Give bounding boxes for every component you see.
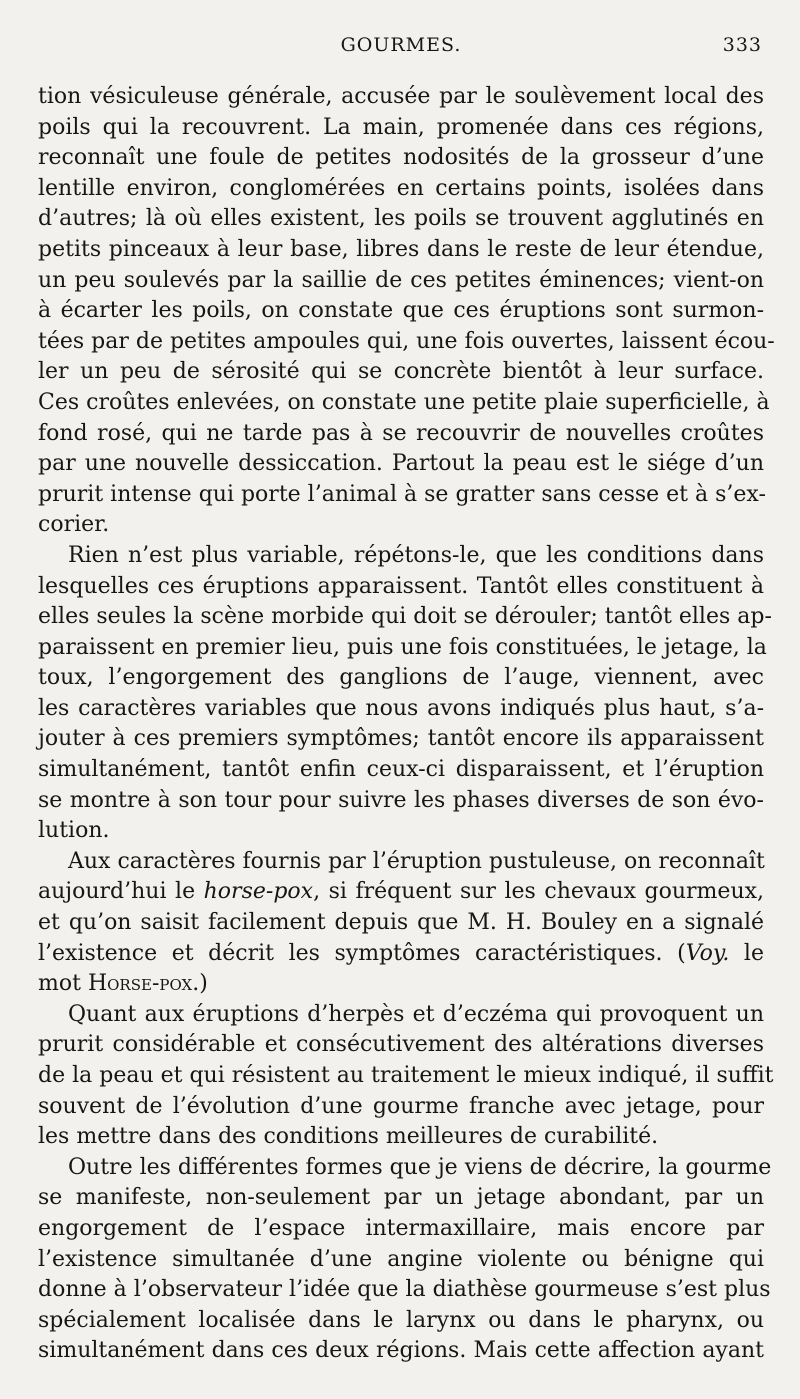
italic-term: Voy. [685,940,730,966]
text-line: les mettre dans des conditions meilleures de curabilité. [38,1124,659,1150]
text-line: poils qui la recouvrent. La main, promenée dans ces régions, [38,114,764,140]
text-line: ler un peu de sérosité qui se concrète bientôt à leur surface. [38,359,764,385]
text-run: l’existence et décrit les symptômes caractéristiques. ( [38,940,686,966]
italic-term: horse-pox [203,879,314,905]
text-line: Rien n’est plus variable, répétons-le, que les conditions dans [68,542,764,568]
page-header [38,30,764,60]
text-line: paraissent en premier lieu, puis une fois constituées, le jetage, la [38,634,767,660]
page-number: 333 [722,34,762,56]
small-caps-term: Horse-pox [87,971,193,997]
text-line [38,877,764,908]
text-line: lentille environ, conglomérées en certains points, isolées dans [38,175,764,201]
text-line: lesquelles ces éruptions apparaissent. Tantôt elles constituent à [38,573,764,599]
text-line: lution. [38,818,110,844]
text-line: tées par de petites ampoules qui, une fois ouvertes, laissent écou- [38,328,775,354]
text-line: Quant aux éruptions d’herpès et d’eczéma qui provoquent un [68,1001,764,1027]
text-line: un peu soulevés par la saillie de ces petites éminences; vient-on [38,267,764,293]
text-line: se montre à son tour pour suivre les phases diverses de son évo- [38,787,764,813]
text-run: , si fréquent sur les chevaux gourmeux, [313,879,765,905]
text-line: donne à l’observateur l’idée que la diathèse gourmeuse s’est plus [38,1277,771,1303]
body-text [38,82,775,1367]
text-line: Ces croûtes enlevées, on constate une petite plaie superficielle, à [38,389,770,415]
text-line: tion vésiculeuse générale, accusée par le soulèvement local des [38,84,764,109]
text-line: à écarter les poils, on constate que ces éruptions sont surmon- [38,298,764,324]
text-line: les caractères variables que nous avons indiqués plus haut, s’a- [38,695,764,721]
text-line [38,939,764,970]
running-title: GOURMES. [340,34,462,56]
text-line: prurit considérable et consécutivement des altérations diverses [38,1032,764,1058]
text-run: le [729,940,764,966]
text-run: aujourd’hui le [38,879,204,905]
text-run: mot [38,971,88,997]
text-line [38,969,764,1000]
text-line: d’autres; là où elles existent, les poils se trouvent agglutinés en [38,206,764,232]
text-line: se manifeste, non-seulement par un jetage abondant, par un [38,1185,764,1211]
text-line: jouter à ces premiers symptômes; tantôt encore ils apparaissent [38,726,764,752]
text-line: souvent de l’évolution d’une gourme franche avec jetage, pour [38,1093,764,1119]
text-line: Aux caractères fournis par l’éruption pustuleuse, on reconnaît [68,848,765,874]
text-line: spécialement localisée dans le larynx ou dans le pharynx, ou [38,1307,764,1333]
text-line: de la peau et qui résistent au traitement le mieux indiqué, il suffit [38,1063,774,1088]
text-line: simultanément dans ces deux régions. Mais cette affection ayant [38,1338,764,1364]
text-line: elles seules la scène morbide qui doit se dérouler; tantôt elles ap- [38,604,772,630]
text-line: petits pinceaux à leur base, libres dans le reste de leur étendue, [38,236,764,262]
text-run: .) [192,971,208,997]
text-line: par une nouvelle dessiccation. Partout la peau est le siége d’un [38,451,764,477]
text-line: prurit intense qui porte l’animal à se gratter sans cesse et à s’ex- [38,481,766,507]
text-line: reconnaît une foule de petites nodosités de la grosseur d’une [38,145,764,171]
text-line: engorgement de l’espace intermaxillaire, mais encore par [38,1215,764,1241]
text-line: corier. [38,512,110,538]
text-line: l’existence simultanée d’une angine violente ou bénigne qui [38,1246,764,1272]
text-line: et qu’on saisit facilement depuis que M. H. Bouley en a signalé [38,910,764,936]
text-line: simultanément, tantôt enfin ceux-ci disparaissent, et l’éruption [38,757,764,783]
text-line: fond rosé, qui ne tarde pas à se recouvrir de nouvelles croûtes [38,420,764,446]
text-line: toux, l’engorgement des ganglions de l’auge, viennent, avec [38,665,764,691]
text-line: Outre les différentes formes que je viens de décrire, la gourme [68,1154,772,1180]
